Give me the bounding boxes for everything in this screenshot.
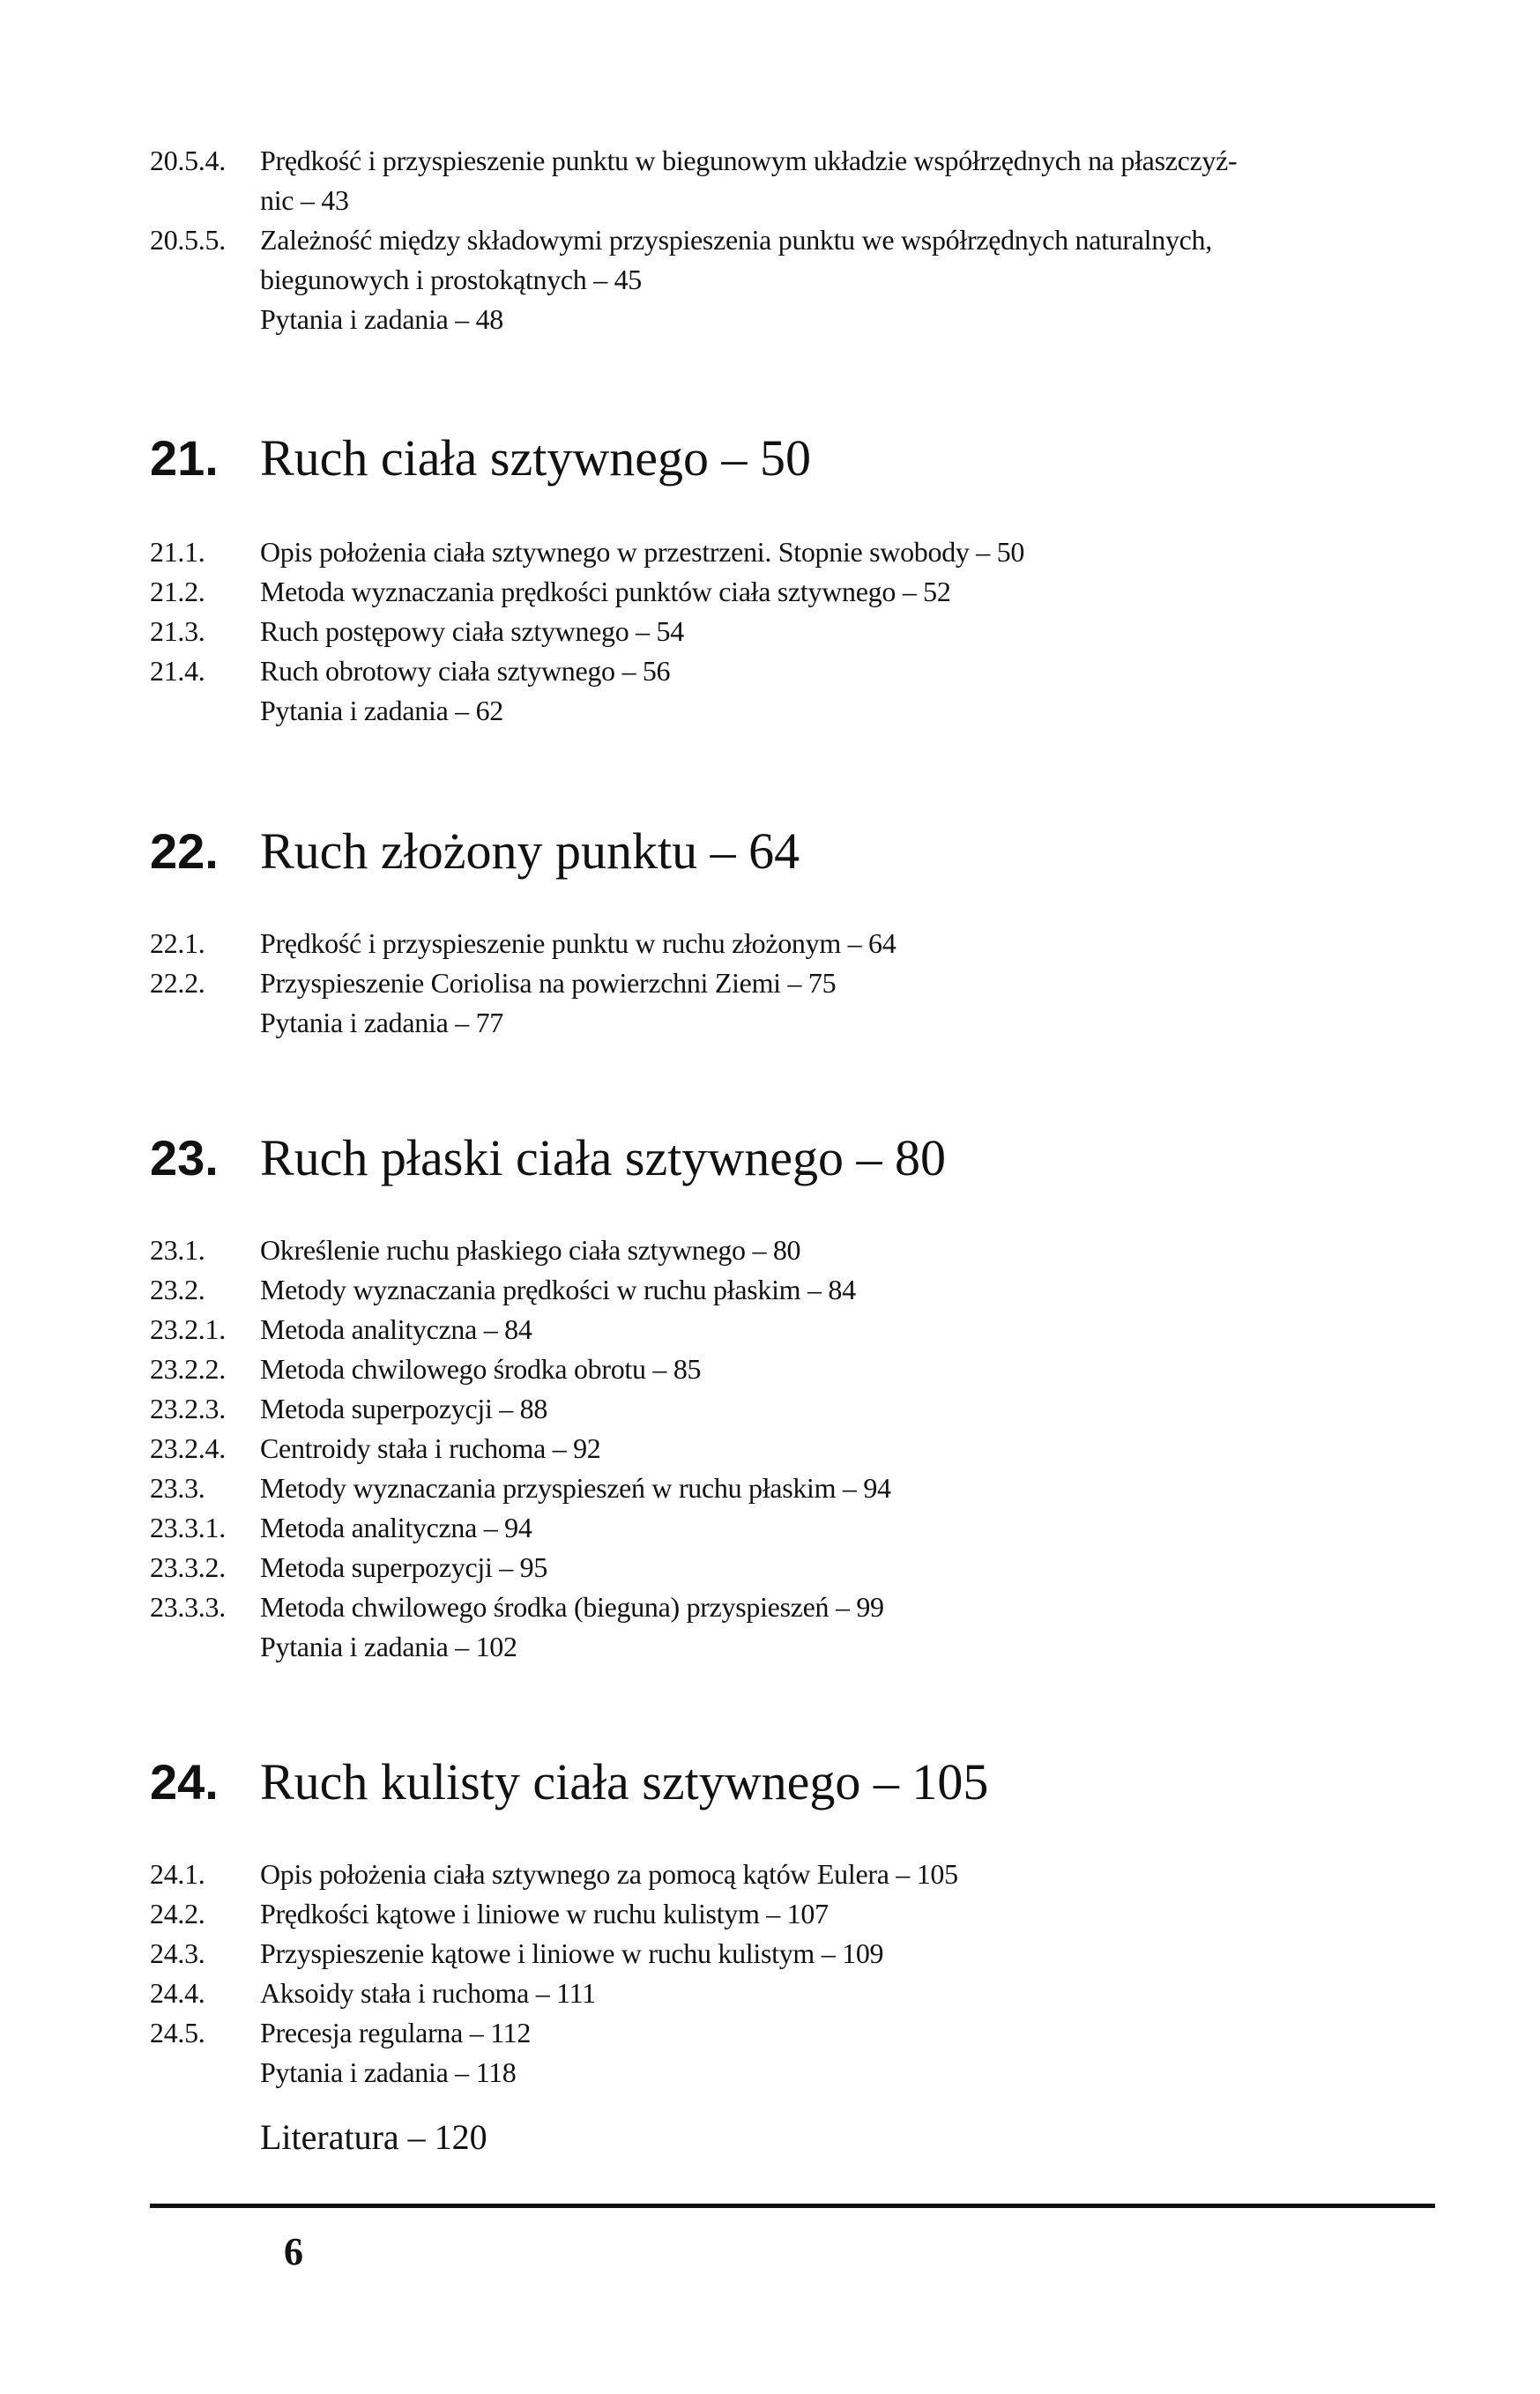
entry-number: 20.5.4. <box>150 145 226 176</box>
entry-title: Ruch postępowy ciała sztywnego – 54 <box>260 615 684 647</box>
chapter-heading-24 <box>150 1751 988 1813</box>
entry-title: Metody wyznaczania prędkości w ruchu płaskim – 84 <box>260 1274 856 1305</box>
entry-number: 23.2. <box>150 1274 205 1305</box>
toc-entry <box>150 572 1437 612</box>
entry-title: Metoda wyznaczania prędkości punktów ciała sztywnego – 52 <box>260 576 951 607</box>
chapter-title: Ruch ciała sztywnego – 50 <box>260 429 811 487</box>
toc-entry <box>150 1627 1437 1667</box>
entry-title: Aksoidy stała i ruchoma – 111 <box>260 1977 596 2009</box>
toc-entry <box>150 1429 1437 1468</box>
toc-entry <box>150 651 1437 691</box>
toc-entry <box>150 1468 1437 1508</box>
chapter-23-entries <box>150 1230 1437 1667</box>
entry-number: 24.5. <box>150 2017 205 2048</box>
entry-title: Metoda analityczna – 94 <box>260 1512 532 1543</box>
chapter-heading-21 <box>150 428 811 489</box>
entry-number <box>150 691 260 731</box>
page-number: 6 <box>284 2230 303 2273</box>
entry-title: Przyspieszenie Coriolisa na powierzchni Ziemi – 75 <box>260 967 837 999</box>
toc-entry <box>150 1855 1437 1894</box>
entry-number <box>150 2053 260 2093</box>
entry-title: Metoda chwilowego środka (bieguna) przyspieszeń – 99 <box>260 1591 884 1623</box>
entry-number: 23.3. <box>150 1472 205 1504</box>
entry-title: Pytania i zadania – 118 <box>260 2056 517 2088</box>
chapter-22-entries <box>150 924 1437 1043</box>
toc-entry <box>150 1548 1437 1587</box>
footer-divider <box>150 2204 1435 2208</box>
entry-number: 23.2.2. <box>150 1353 226 1385</box>
toc-entry <box>150 1508 1437 1548</box>
toc-entry <box>150 1270 1437 1310</box>
toc-entry <box>150 2053 1437 2093</box>
toc-entry <box>150 963 1437 1003</box>
entry-title: Metoda superpozycji – 88 <box>260 1393 548 1424</box>
toc-entry <box>150 181 1437 220</box>
entry-title: Opis położenia ciała sztywnego za pomocą kątów Eulera – 105 <box>260 1858 958 1890</box>
entry-number: 22.2. <box>150 967 205 999</box>
toc-entry <box>150 1894 1437 1934</box>
entry-title: Prędkości kątowe i liniowe w ruchu kulistym – 107 <box>260 1898 829 1929</box>
entry-number <box>150 1627 260 1667</box>
toc-entry <box>150 1349 1437 1389</box>
entry-number: 21.1. <box>150 536 205 568</box>
entry-number: 21.4. <box>150 655 205 687</box>
toc-entry <box>150 1310 1437 1349</box>
toc-entry <box>150 612 1437 651</box>
chapter-heading-22 <box>150 821 800 882</box>
toc-entry <box>150 691 1437 731</box>
entry-title: Centroidy stała i ruchoma – 92 <box>260 1432 601 1464</box>
entry-title: Pytania i zadania – 62 <box>260 695 503 726</box>
toc-entry <box>150 1389 1437 1429</box>
entry-title: Metoda analityczna – 84 <box>260 1313 532 1345</box>
toc-entry <box>150 532 1437 572</box>
entry-title: Pytania i zadania – 102 <box>260 1631 517 1662</box>
chapter-title: Ruch kulisty ciała sztywnego – 105 <box>260 1753 989 1810</box>
toc-entry <box>150 1003 1437 1043</box>
entry-title: Metody wyznaczania przyspieszeń w ruchu płaskim – 94 <box>260 1472 891 1504</box>
toc-entry <box>150 300 1437 339</box>
entry-number: 21.3. <box>150 615 205 647</box>
entry-title: Prędkość i przyspieszenie punktu w biegunowym układzie współrzędnych na płaszczyź- <box>260 145 1238 176</box>
entry-number: 23.2.1. <box>150 1313 226 1345</box>
entry-number: 24.4. <box>150 1977 205 2009</box>
toc-entry <box>150 141 1437 181</box>
entry-number <box>150 300 260 339</box>
entry-number: 24.1. <box>150 1858 205 1890</box>
entry-number: 23.2.4. <box>150 1432 226 1464</box>
entry-title: Pytania i zadania – 77 <box>260 1007 503 1038</box>
chapter-21-entries <box>150 532 1437 731</box>
toc-entry <box>150 924 1437 963</box>
entry-number: 23.3.1. <box>150 1512 226 1543</box>
chapter-number: 23. <box>150 1130 219 1186</box>
entry-number <box>150 181 260 220</box>
entry-title: nic – 43 <box>260 184 349 216</box>
chapter-title: Ruch złożony punktu – 64 <box>260 822 800 880</box>
entry-title: Precesja regularna – 112 <box>260 2017 532 2048</box>
entry-number: 21.2. <box>150 576 205 607</box>
entry-number: 23.2.3. <box>150 1393 226 1424</box>
entry-title: Zależność między składowymi przyspieszenia punktu we współrzędnych naturalnych, <box>260 224 1212 256</box>
chapter-number: 21. <box>150 430 219 486</box>
entry-title: Metoda chwilowego środka obrotu – 85 <box>260 1353 702 1385</box>
entry-title: Opis położenia ciała sztywnego w przestrzeni. Stopnie swobody – 50 <box>260 536 1025 568</box>
entry-number: 24.2. <box>150 1898 205 1929</box>
entry-title: Pytania i zadania – 48 <box>260 303 503 335</box>
entry-title: Ruch obrotowy ciała sztywnego – 56 <box>260 655 671 687</box>
entry-title: Przyspieszenie kątowe i liniowe w ruchu kulistym – 109 <box>260 1937 884 1969</box>
entry-number: 20.5.5. <box>150 224 226 256</box>
entry-number: 23.1. <box>150 1234 205 1266</box>
toc-entry <box>150 1230 1437 1270</box>
toc-entry <box>150 2013 1437 2053</box>
toc-entry <box>150 220 1437 260</box>
entry-number: 24.3. <box>150 1937 205 1969</box>
entry-number: 23.3.2. <box>150 1551 226 1583</box>
entry-title: biegunowych i prostokątnych – 45 <box>260 264 642 295</box>
chapter-title: Ruch płaski ciała sztywnego – 80 <box>260 1129 946 1186</box>
entry-number: 22.1. <box>150 927 205 959</box>
toc-entry <box>150 1587 1437 1627</box>
toc-intro-entries <box>150 141 1437 339</box>
toc-entry <box>150 260 1437 300</box>
chapter-heading-23 <box>150 1127 946 1189</box>
toc-entry <box>150 1974 1437 2013</box>
entry-number <box>150 260 260 300</box>
entry-title: Prędkość i przyspieszenie punktu w ruchu złożonym – 64 <box>260 927 896 959</box>
chapter-number: 22. <box>150 823 219 879</box>
entry-number <box>150 1003 260 1043</box>
toc-entry <box>150 1934 1437 1974</box>
literatura-entry: Literatura – 120 <box>260 2117 487 2157</box>
entry-number: 23.3.3. <box>150 1591 226 1623</box>
entry-title: Określenie ruchu płaskiego ciała sztywnego – 80 <box>260 1234 801 1266</box>
chapter-number: 24. <box>150 1754 219 1810</box>
entry-title: Metoda superpozycji – 95 <box>260 1551 548 1583</box>
chapter-24-entries <box>150 1855 1437 2093</box>
